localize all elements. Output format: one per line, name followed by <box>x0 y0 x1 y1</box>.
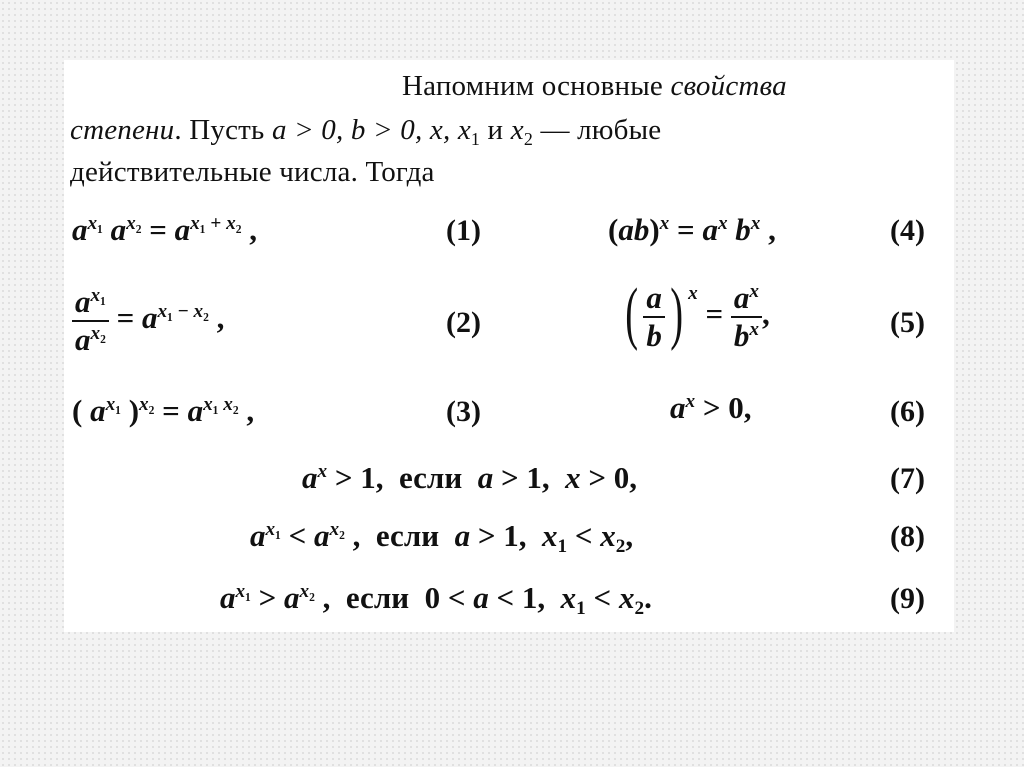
formula-3-label: (3) <box>446 395 481 428</box>
fraction: $\frac{a}{b}$ <box>643 280 665 353</box>
formula-3: ( $a^{x_1}$ )$^{x_2} = a^{x_1 x_2}$ , <box>72 393 255 428</box>
fraction: $\frac{a^{x_1}}{a^{x_2}}$ <box>72 284 109 357</box>
formula-1: $a^{x_1}$ $a^{x_2} = a^{x_1 + x_2}$ , <box>72 212 257 247</box>
formula-2: $\frac{a^{x_1}}{a^{x_2}}$ = $a^{x_1 - x_2}$ , <box>72 284 224 357</box>
formula-7-label: (7) <box>890 462 925 495</box>
formula-7: $a^x > 1$, если a > 1, x > 0, <box>302 460 638 495</box>
formula-5: ( $\frac{a}{b}$ ) $^x$ = $\frac{a^x}{b^x}$ , <box>625 274 770 353</box>
formula-6-label: (6) <box>890 395 925 428</box>
intro-line-3: действительные числа. Тогда <box>70 156 435 188</box>
intro-line-1: Напомним основные свойства <box>402 70 787 102</box>
intro-line-2: степени. Пусть a > 0, b > 0, x, $x_1$ и $x_2$ — любые <box>70 114 662 149</box>
formula-4: $(ab)^x = a^x$ $b^x$ , <box>608 212 776 247</box>
formula-5-label: (5) <box>890 306 925 339</box>
formula-8-label: (8) <box>890 520 925 553</box>
formula-2-label: (2) <box>446 306 481 339</box>
formula-4-label: (4) <box>890 214 925 247</box>
formula-1-label: (1) <box>446 214 481 247</box>
fraction: $\frac{a^x}{b^x}$ <box>731 280 762 353</box>
formula-6: $a^x > 0$, <box>670 390 752 425</box>
formula-9-label: (9) <box>890 582 925 615</box>
formula-9: $a^{x_1} > a^{x_2}$ , если 0 < a < 1, $x_1 < x_2$. <box>220 580 652 620</box>
document-page <box>64 60 954 632</box>
formula-8: $a^{x_1} < a^{x_2}$ , если a > 1, $x_1 < x_2$, <box>250 518 634 558</box>
